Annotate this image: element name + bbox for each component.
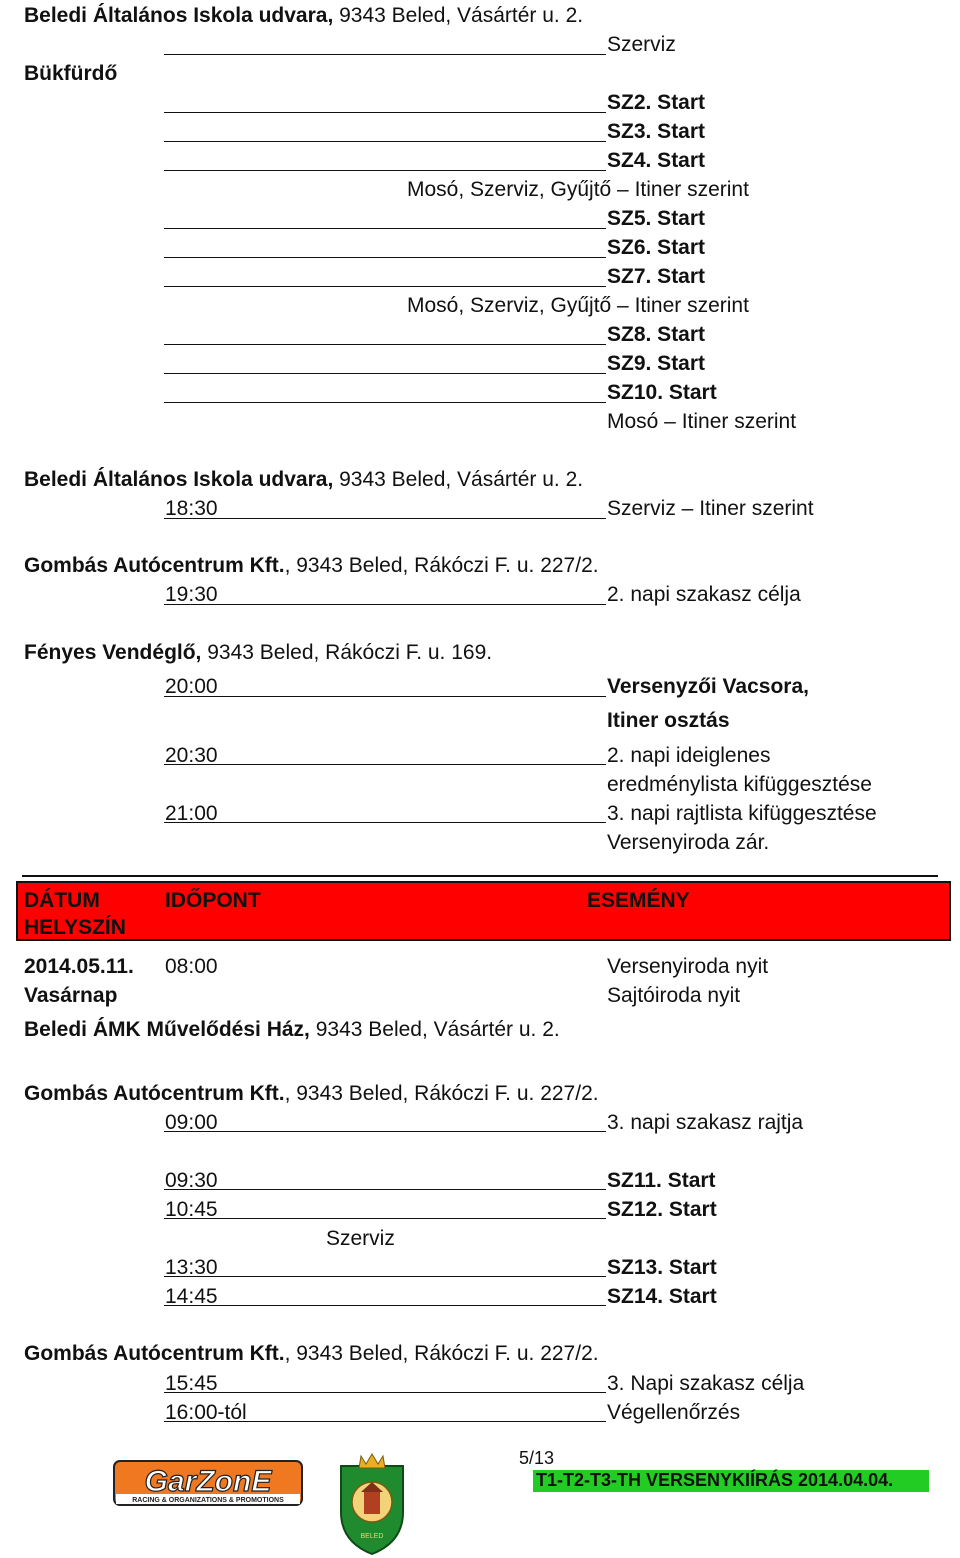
time-line	[164, 257, 606, 258]
weekday: Vasárnap	[24, 984, 118, 1007]
location-address: 9343 Beled, Vásártér u. 2.	[333, 4, 584, 27]
location-name: Gombás Autócentrum Kft.	[24, 1342, 285, 1365]
location-address: 9343 Beled, Vásártér u. 2.	[333, 468, 584, 491]
time: 20:00	[165, 675, 218, 698]
time: 13:30	[165, 1256, 218, 1279]
date: 2014.05.11.	[24, 955, 134, 978]
service-note: Mosó, Szerviz, Gyűjtő – Itiner szerint	[407, 294, 749, 317]
stage-start: SZ8. Start	[607, 323, 706, 346]
location-name: Beledi Általános Iskola udvara,	[24, 4, 334, 27]
header-esemeny: ESEMÉNY	[587, 889, 690, 912]
document-title: T1-T2-T3-TH VERSENYKIÍRÁS 2014.04.04.	[536, 1470, 894, 1490]
table-header	[16, 881, 951, 941]
time-line	[164, 1305, 606, 1306]
stage-start: SZ5. Start	[607, 207, 706, 230]
time-line	[164, 604, 606, 605]
header-datum: DÁTUM	[24, 889, 100, 912]
time: 18:30	[165, 497, 218, 520]
stage-start: SZ11. Start	[607, 1169, 716, 1192]
event: Itiner osztás	[607, 709, 730, 732]
location-name: Beledi ÁMK Művelődési Ház,	[24, 1018, 310, 1041]
svg-text:BELED: BELED	[360, 1533, 384, 1540]
time: 14:45	[165, 1285, 218, 1308]
event: Szerviz – Itiner szerint	[607, 497, 814, 520]
stage-start: SZ2. Start	[607, 91, 706, 114]
event: 3. Napi szakasz célja	[607, 1372, 805, 1395]
header-idopont: IDŐPONT	[165, 889, 261, 912]
time: 15:45	[165, 1372, 218, 1395]
location-line-school-2	[24, 469, 583, 490]
header-helyszin: HELYSZÍN	[24, 916, 126, 939]
location-address: , 9343 Beled, Rákóczi F. u. 227/2.	[284, 554, 599, 577]
time-line	[164, 518, 606, 519]
stage-start: SZ9. Start	[607, 352, 706, 375]
service-note: Mosó – Itiner szerint	[607, 410, 797, 433]
event: Versenyiroda nyit	[607, 955, 769, 978]
event: 3. napi rajtlista kifüggesztése	[607, 802, 877, 825]
location-bukfurdo: Bükfürdő	[24, 62, 118, 85]
time-line	[164, 344, 606, 345]
time-line	[164, 373, 606, 374]
time: 09:30	[165, 1169, 218, 1192]
time-line	[164, 764, 606, 765]
beled-crest-icon	[335, 1452, 409, 1556]
event: Versenyzői Vacsora,	[607, 675, 809, 698]
stage-start: SZ10. Start	[607, 381, 717, 404]
time-line	[164, 54, 606, 55]
event: Versenyiroda zár.	[607, 831, 770, 854]
time-line	[164, 1189, 606, 1190]
location-address: , 9343 Beled, Rákóczi F. u. 227/2.	[284, 1082, 599, 1105]
location-name: Beledi Általános Iskola udvara,	[24, 468, 334, 491]
location-address: , 9343 Beled, Rákóczi F. u. 227/2.	[284, 1342, 599, 1365]
time: 20:30	[165, 744, 218, 767]
location-line-school-1	[24, 5, 583, 26]
location-name: Gombás Autócentrum Kft.	[24, 1082, 285, 1105]
location-line-fenyes	[24, 642, 492, 663]
time-line	[164, 112, 606, 113]
garzone-logo	[112, 1458, 304, 1508]
location-name: Gombás Autócentrum Kft.	[24, 554, 285, 577]
time-line	[164, 1392, 606, 1393]
time-line	[164, 170, 606, 171]
service-note: Mosó, Szerviz, Gyűjtő – Itiner szerint	[407, 178, 749, 201]
time: 19:30	[165, 583, 218, 606]
location-name: Fényes Vendéglő,	[24, 641, 202, 664]
time: 10:45	[165, 1198, 218, 1221]
svg-text:GarZonE: GarZonE	[144, 1465, 272, 1498]
stage-start: SZ12. Start	[607, 1198, 717, 1221]
stage-start: SZ3. Start	[607, 120, 706, 143]
event: 3. napi szakasz rajtja	[607, 1111, 804, 1134]
event: Végellenőrzés	[607, 1401, 741, 1424]
time-line	[164, 141, 606, 142]
time: 08:00	[165, 955, 218, 978]
service-note: Szerviz	[326, 1227, 395, 1250]
time-line	[164, 402, 606, 403]
svg-text:RACING & ORGANIZATIONS & PROMO: RACING & ORGANIZATIONS & PROMOTIONS	[132, 1497, 284, 1504]
time-line	[164, 1131, 606, 1132]
event: eredménylista kifüggesztése	[607, 773, 872, 796]
time-line	[164, 822, 606, 823]
stage-start: SZ7. Start	[607, 265, 706, 288]
time-line	[164, 228, 606, 229]
event: 2. napi ideiglenes	[607, 744, 771, 767]
page-number: 5/13	[519, 1448, 555, 1468]
location-line-amk	[24, 1019, 560, 1040]
location-line-gombas-3	[24, 1343, 599, 1364]
stage-start: SZ4. Start	[607, 149, 706, 172]
stage-start: SZ14. Start	[607, 1285, 717, 1308]
event: 2. napi szakasz célja	[607, 583, 801, 606]
time-line	[164, 696, 606, 697]
stage-start: SZ13. Start	[607, 1256, 717, 1279]
time-line	[164, 286, 606, 287]
location-address: 9343 Beled, Vásártér u. 2.	[309, 1018, 560, 1041]
stage-start: SZ6. Start	[607, 236, 706, 259]
time: 09:00	[165, 1111, 218, 1134]
location-address: 9343 Beled, Rákóczi F. u. 169.	[201, 641, 493, 664]
time-line	[164, 1276, 606, 1277]
event-szerviz: Szerviz	[607, 33, 676, 56]
location-line-gombas-2	[24, 1083, 599, 1104]
location-line-gombas-1	[24, 555, 599, 576]
time-line	[164, 1218, 606, 1219]
time: 16:00-tól	[165, 1401, 247, 1424]
separator-line	[22, 875, 938, 877]
event: Sajtóiroda nyit	[607, 984, 741, 1007]
time: 21:00	[165, 802, 218, 825]
